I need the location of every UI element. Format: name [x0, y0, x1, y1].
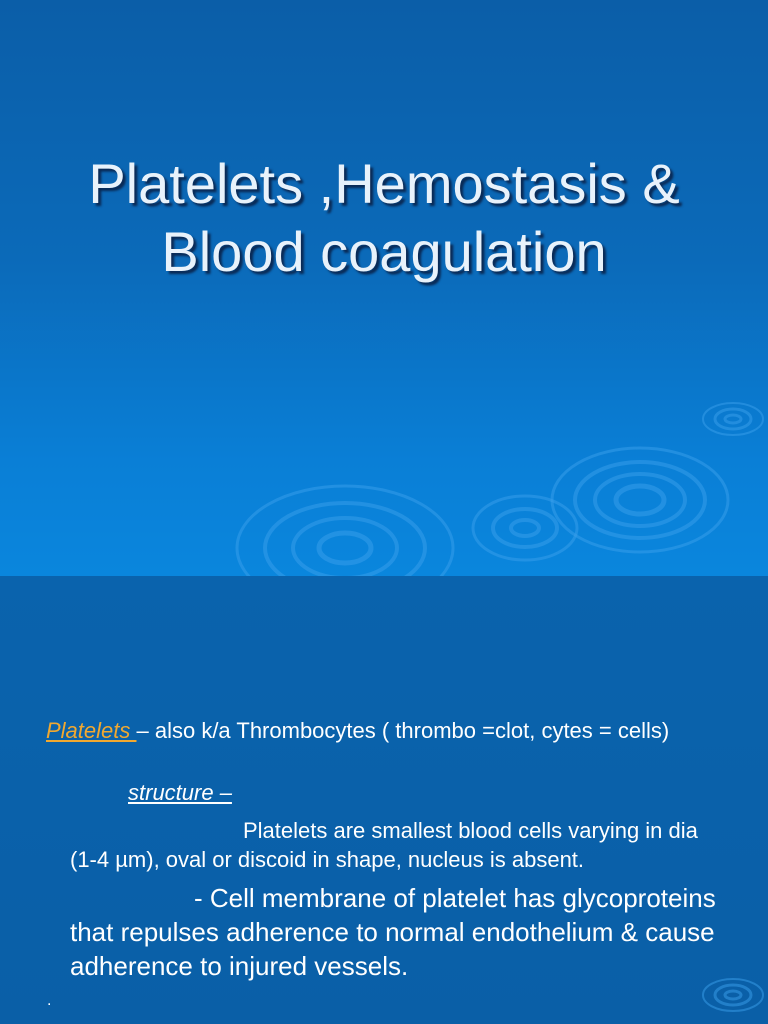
- slide-title: [0, 150, 768, 286]
- platelets-definition: [46, 716, 720, 745]
- structure-paragraph-2: - Cell membrane of platelet has glycoproteins that repulses adherence to normal endothelium & cause adherence to injured vessels.: [70, 883, 716, 981]
- platelets-term: Platelets: [46, 718, 137, 743]
- title-line-1: Platelets ,Hemostasis &: [88, 152, 680, 215]
- structure-heading: structure –: [128, 780, 232, 805]
- content-slide: [0, 576, 768, 1024]
- trailing-dot: .: [47, 992, 52, 1009]
- structure-paragraph-1: Platelets are smallest blood cells varying in dia (1-4 µm), oval or discoid in shape, nucleus is absent.: [70, 818, 698, 872]
- title-line-2: Blood coagulation: [161, 220, 607, 283]
- definition-text: – also k/a Thrombocytes ( thrombo =clot, cytes = cells): [136, 718, 670, 743]
